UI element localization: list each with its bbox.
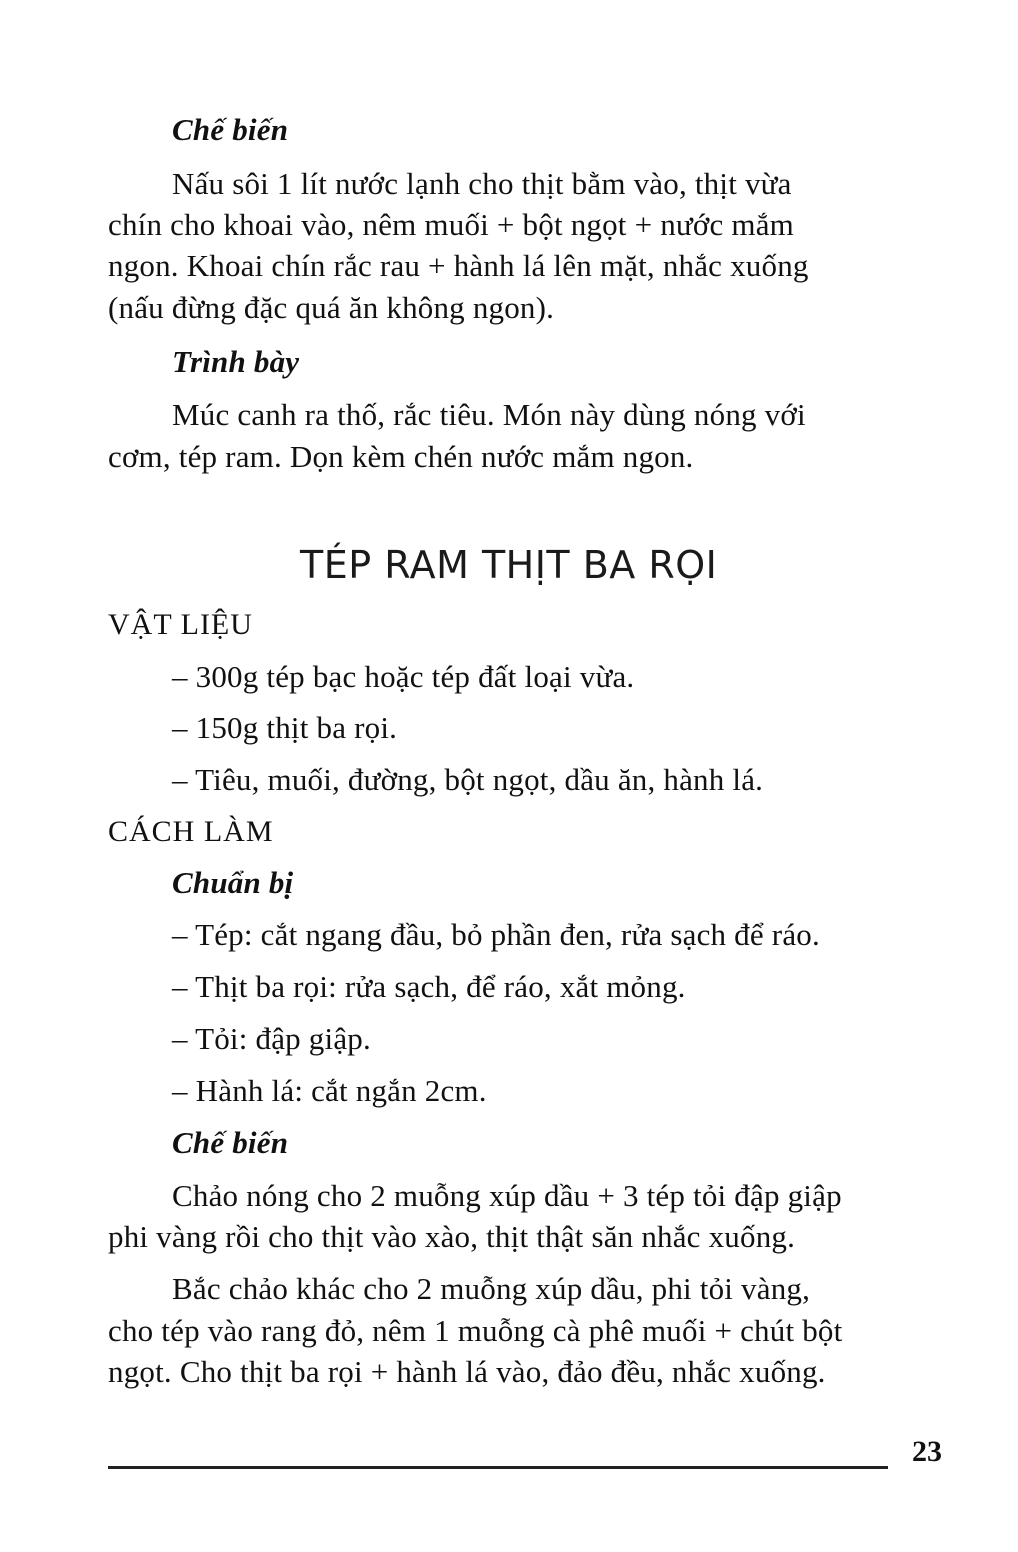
prep-item: – Hành lá: cắt ngắn 2cm. xyxy=(172,1073,487,1108)
page-number: 23 xyxy=(912,1435,942,1468)
paragraph-line: Bắc chảo khác cho 2 muỗng xúp dầu, phi tỏi vàng, xyxy=(172,1271,811,1306)
paragraph-line: Múc canh ra thố, rắc tiêu. Món này dùng nóng với xyxy=(172,397,806,432)
paragraph-line: (nấu đừng đặc quá ăn không ngon). xyxy=(108,290,555,325)
ingredient-item: – Tiêu, muối, đường, bột ngọt, dầu ăn, hành lá. xyxy=(172,762,764,797)
paragraph-line: cho tép vào rang đỏ, nêm 1 muỗng cà phê muối + chút bột xyxy=(108,1313,843,1348)
prep-item: – Thịt ba rọi: rửa sạch, để ráo, xắt mỏng. xyxy=(172,969,686,1004)
chuan-bi-heading: Chuẩn bị xyxy=(172,865,294,900)
recipe-title: TÉP RAM THỊT BA RỌI xyxy=(300,543,718,587)
trinh-bay-heading: Trình bày xyxy=(172,344,300,379)
paragraph-line: chín cho khoai vào, nêm muối + bột ngọt + nước mắm xyxy=(108,207,794,242)
che-bien-heading-2: Chế biến xyxy=(172,1125,289,1160)
vat-lieu-heading: VẬT LIỆU xyxy=(108,608,253,641)
prep-item: – Tép: cắt ngang đầu, bỏ phần đen, rửa sạch để ráo. xyxy=(172,917,820,952)
paragraph-line: phi vàng rồi cho thịt vào xào, thịt thật săn nhắc xuống. xyxy=(108,1219,796,1254)
ingredient-item: – 300g tép bạc hoặc tép đất loại vừa. xyxy=(172,659,635,694)
ingredient-item: – 150g thịt ba rọi. xyxy=(172,710,398,745)
paragraph-line: ngọt. Cho thịt ba rọi + hành lá vào, đảo đều, nhắc xuống. xyxy=(108,1354,826,1389)
footer-rule xyxy=(108,1466,888,1469)
prep-item: – Tỏi: đập giập. xyxy=(172,1021,371,1056)
che-bien-heading-1: Chế biến xyxy=(172,112,289,147)
paragraph-line: Nấu sôi 1 lít nước lạnh cho thịt bằm vào, thịt vừa xyxy=(172,166,792,201)
paragraph-line: ngon. Khoai chín rắc rau + hành lá lên mặt, nhắc xuống xyxy=(108,248,809,283)
paragraph-line: Chảo nóng cho 2 muỗng xúp dầu + 3 tép tỏi đập giập xyxy=(172,1178,842,1213)
cach-lam-heading: CÁCH LÀM xyxy=(108,815,274,848)
paragraph-line: cơm, tép ram. Dọn kèm chén nước mắm ngon. xyxy=(108,439,694,474)
